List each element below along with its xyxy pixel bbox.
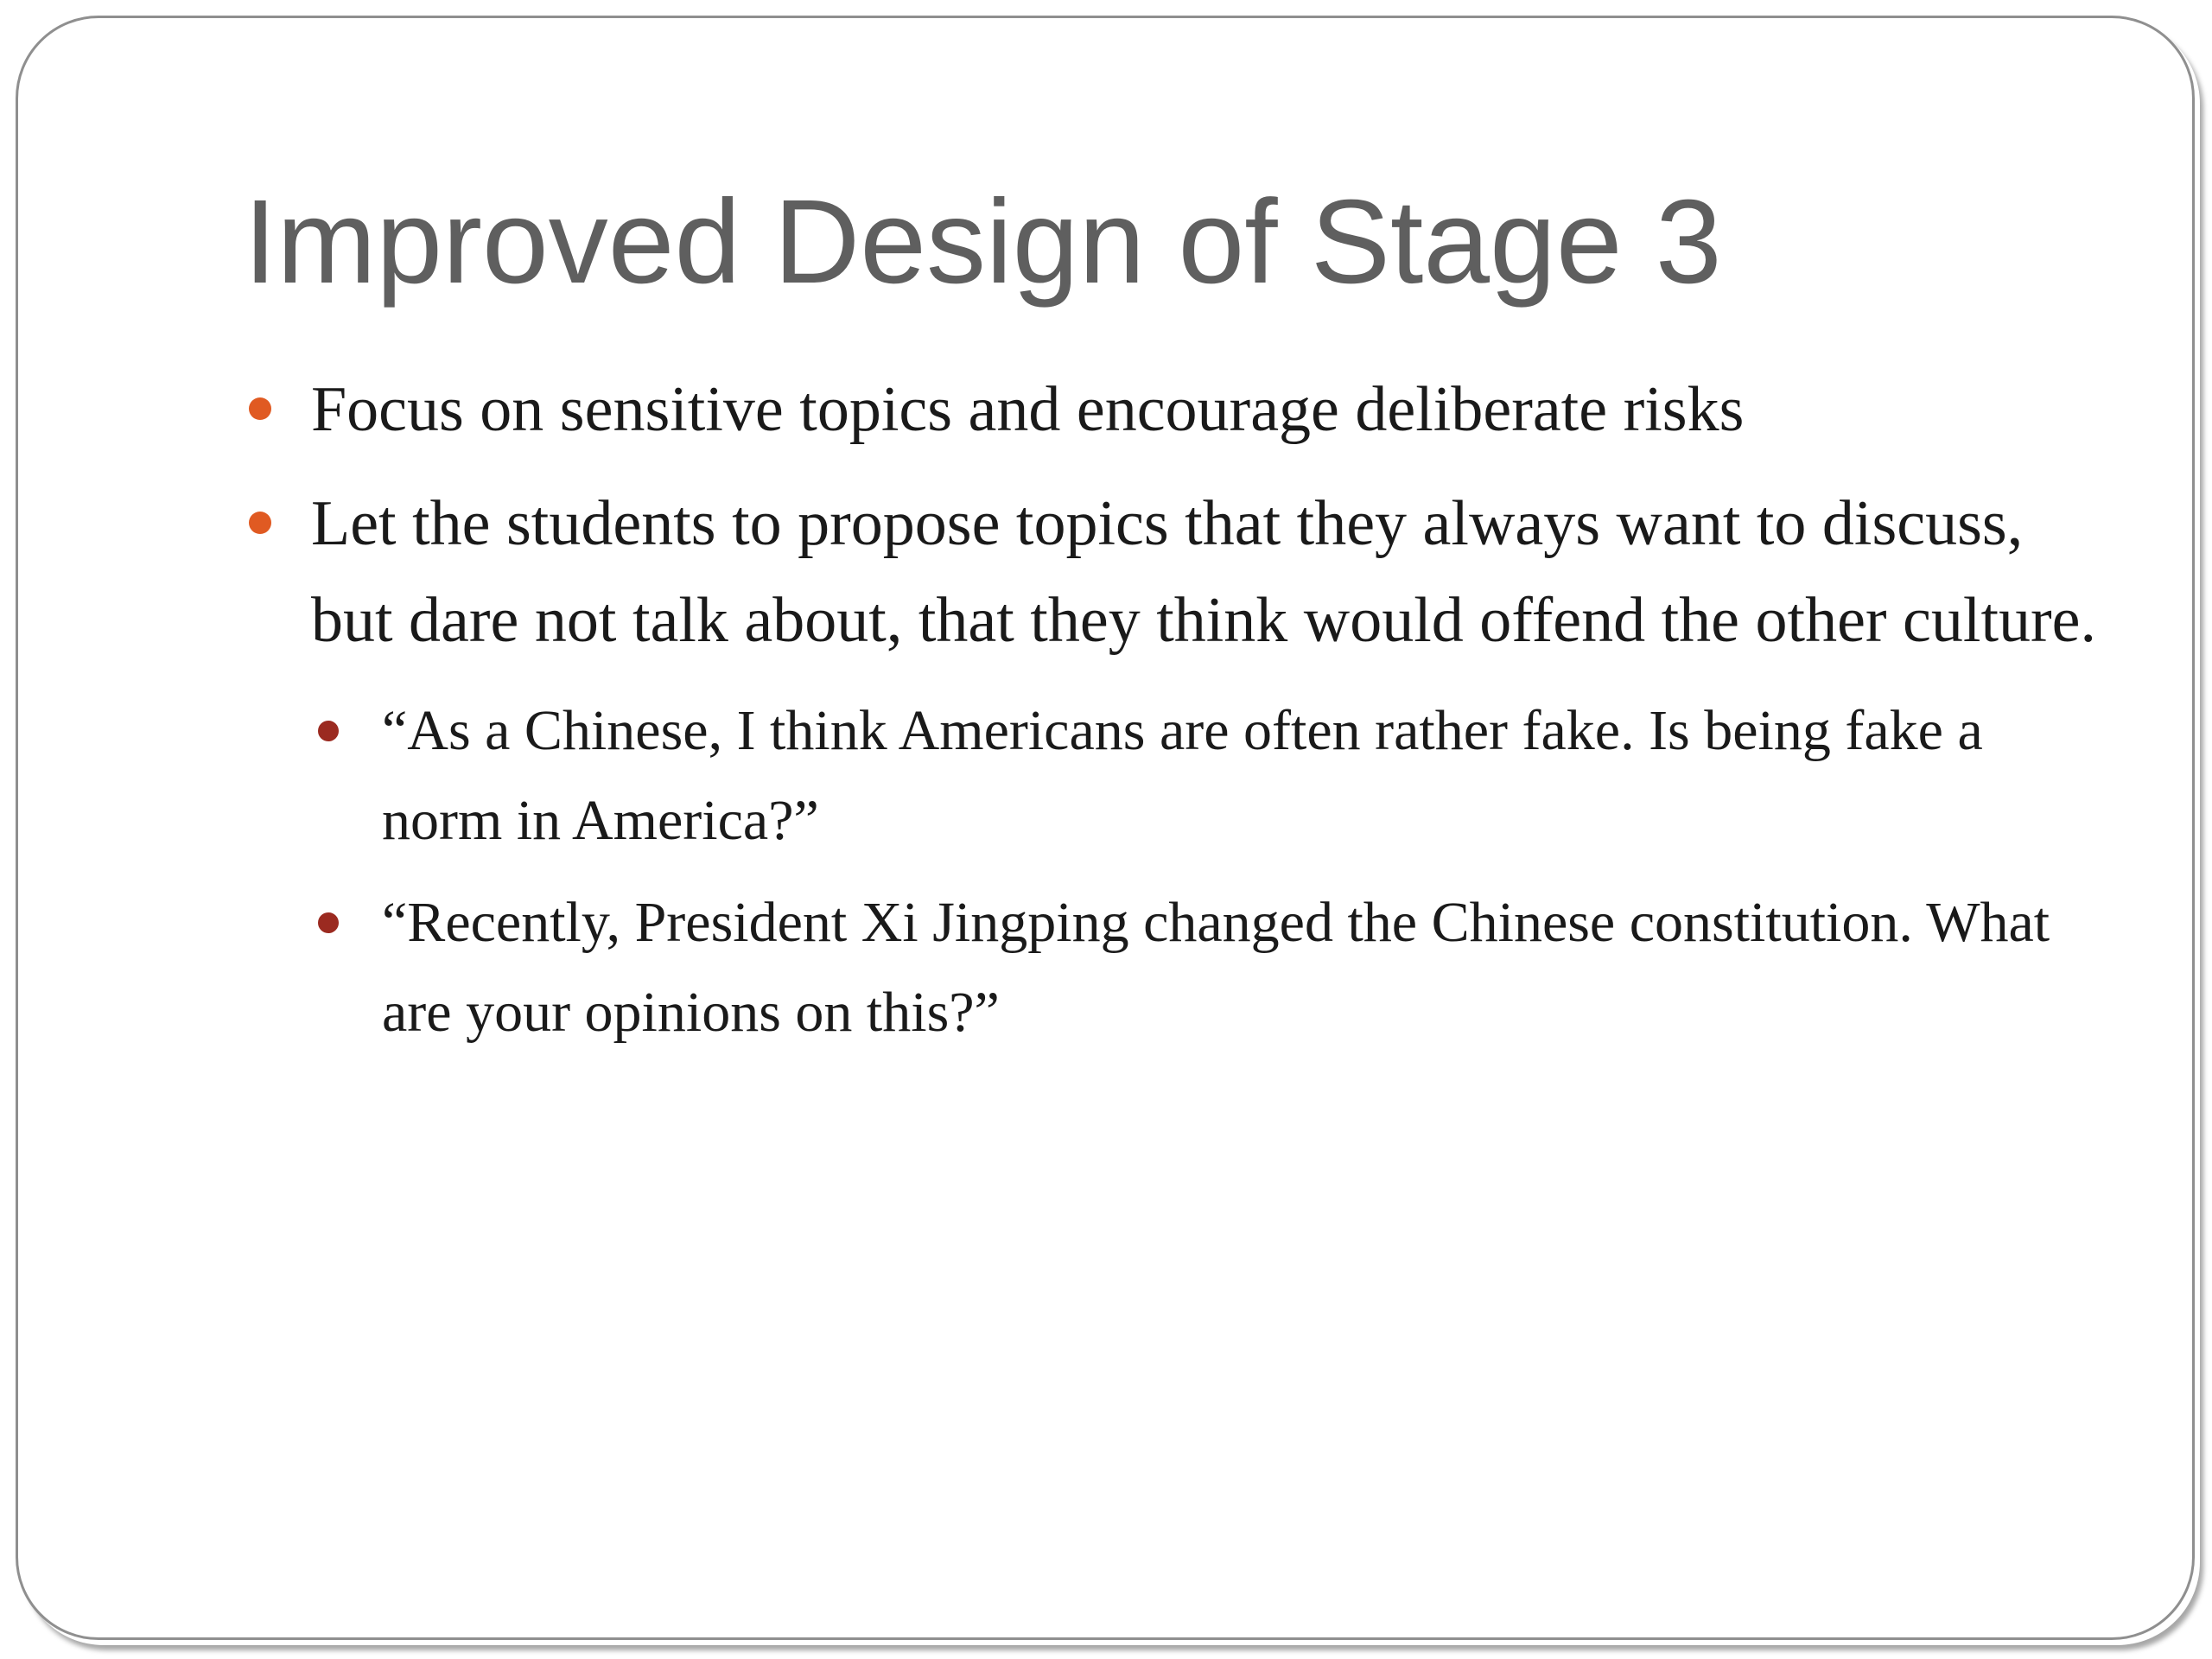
slide-title: Improved Design of Stage 3	[244, 175, 1722, 308]
sub-bullet-dot-icon	[318, 912, 339, 933]
sub-bullet-dot-icon	[318, 721, 339, 741]
sub-bullet-item	[316, 878, 2101, 1058]
slide-body	[244, 361, 2101, 1070]
bullet-text: Focus on sensitive topics and encourage deliberate risks	[311, 374, 1745, 445]
bullet-item	[244, 475, 2101, 669]
sub-bullet-item	[316, 686, 2101, 866]
bullet-dot-icon	[249, 512, 271, 534]
bullet-text: Let the students to propose topics that they always want to discuss, but dare not talk about, that they think would offend the other culture.	[311, 488, 2097, 656]
sub-bullet-text: “As a Chinese, I think Americans are often rather fake. Is being fake a norm in America?”	[382, 699, 1983, 852]
bullet-dot-icon	[249, 397, 271, 420]
sub-bullet-text: “Recently, President Xi Jingping changed the Chinese constitution. What are your opinions on this?”	[382, 891, 2050, 1044]
bullet-item	[244, 361, 2101, 458]
